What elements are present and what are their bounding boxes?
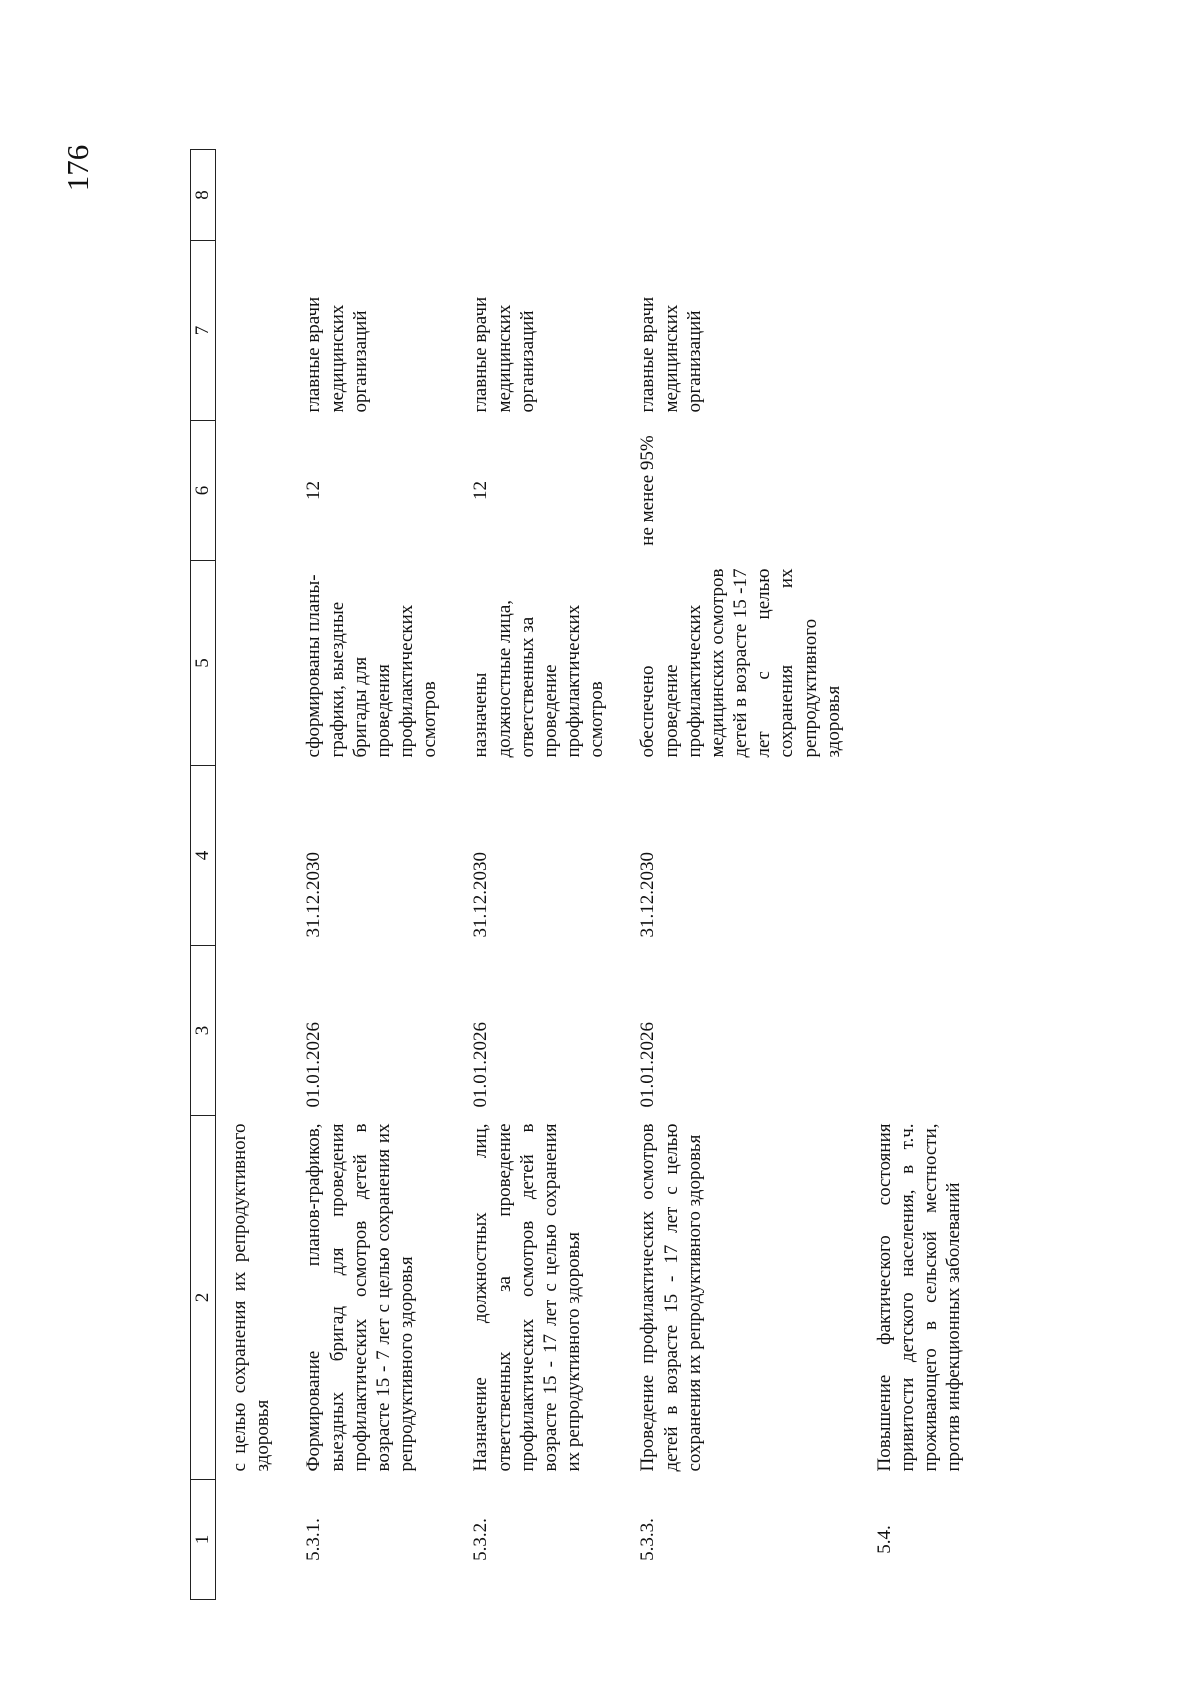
indicator-value — [216, 421, 297, 561]
expected-result: обеспечено проведение профилактических медицинских осмотров детей в возрасте 15 -17 лет с целью сохранения их репродуктивного здоровья — [637, 568, 844, 758]
event-description: Формирование планов-графиков, выездных бригад для проведения профилактических осмотров детей в возрасте 15 - 7 лет с целью сохранения их репродуктивного здоровья — [303, 1123, 418, 1472]
column-header-1: 1 — [191, 1480, 216, 1600]
item-number: 5.3.2. — [470, 1518, 492, 1561]
table-row — [867, 150, 988, 1600]
column-8-cell — [867, 150, 988, 241]
column-8-cell — [630, 150, 867, 241]
table-row — [216, 150, 297, 1600]
column-header-2: 2 — [191, 1116, 216, 1480]
responsible-party — [216, 241, 297, 421]
responsible-party: главные врачи медицинских организаций — [303, 296, 371, 413]
table-row — [630, 150, 867, 1600]
start-date — [216, 946, 297, 1116]
column-header-3: 3 — [191, 946, 216, 1116]
event-description: Назначение должностных лиц, ответственных за проведение профилактических осмотров детей в возрасте 15 - 17 лет с целью сохранения их репродуктивного здоровья — [470, 1123, 585, 1472]
column-header-8: 8 — [191, 150, 216, 241]
column-8-cell — [463, 150, 630, 241]
event-description: Проведение профилактических осмотров детей в возрасте 15 - 17 лет с целью сохранения их репродуктивного здоровья — [637, 1123, 705, 1472]
item-number: 5.4. — [873, 1525, 895, 1554]
item-number — [216, 1480, 297, 1600]
indicator-value: 12 — [303, 481, 325, 500]
expected-result — [216, 561, 297, 766]
end-date: 31.12.2030 — [303, 852, 325, 938]
responsible-party: главные врачи медицинских организаций — [470, 296, 538, 413]
column-8-cell — [296, 150, 463, 241]
column-8-cell — [216, 150, 297, 241]
column-header-4: 4 — [191, 766, 216, 946]
start-date: 01.01.2026 — [470, 1022, 492, 1108]
responsible-party — [867, 241, 988, 421]
expected-result — [867, 561, 988, 766]
item-number: 5.3.3. — [637, 1518, 659, 1561]
plan-table — [190, 149, 988, 1600]
column-number-header-row — [191, 150, 216, 1600]
start-date — [867, 946, 988, 1116]
responsible-party: главные врачи медицинских организаций — [637, 296, 705, 413]
end-date — [216, 766, 297, 946]
page-number: 176 — [60, 144, 95, 192]
indicator-value: 12 — [470, 481, 492, 500]
expected-result: назначены должностные лица, ответственных за проведение профилактических осмотров — [470, 599, 608, 758]
rotated-table-wrapper — [190, 150, 1190, 1600]
column-header-6: 6 — [191, 421, 216, 561]
start-date: 01.01.2026 — [637, 1022, 659, 1108]
start-date: 01.01.2026 — [303, 1022, 325, 1108]
end-date: 31.12.2030 — [470, 852, 492, 938]
indicator-value: не менее 95% — [637, 435, 659, 546]
event-description: Повышение фактического состояния привитости детского населения, в т.ч. проживающего в сельской местности, против инфекционных заболеваний — [873, 1123, 965, 1472]
end-date: 31.12.2030 — [637, 852, 659, 938]
expected-result: сформированы планы-графики, выездные бригады для проведения профилактических осмотров — [303, 574, 441, 758]
column-header-7: 7 — [191, 241, 216, 421]
column-header-5: 5 — [191, 561, 216, 766]
event-description: с целью сохранения их репродуктивного здоровья — [229, 1123, 274, 1472]
table-row — [463, 150, 630, 1600]
item-number: 5.3.1. — [303, 1518, 325, 1561]
table-row — [296, 150, 463, 1600]
indicator-value — [867, 421, 988, 561]
end-date — [867, 766, 988, 946]
